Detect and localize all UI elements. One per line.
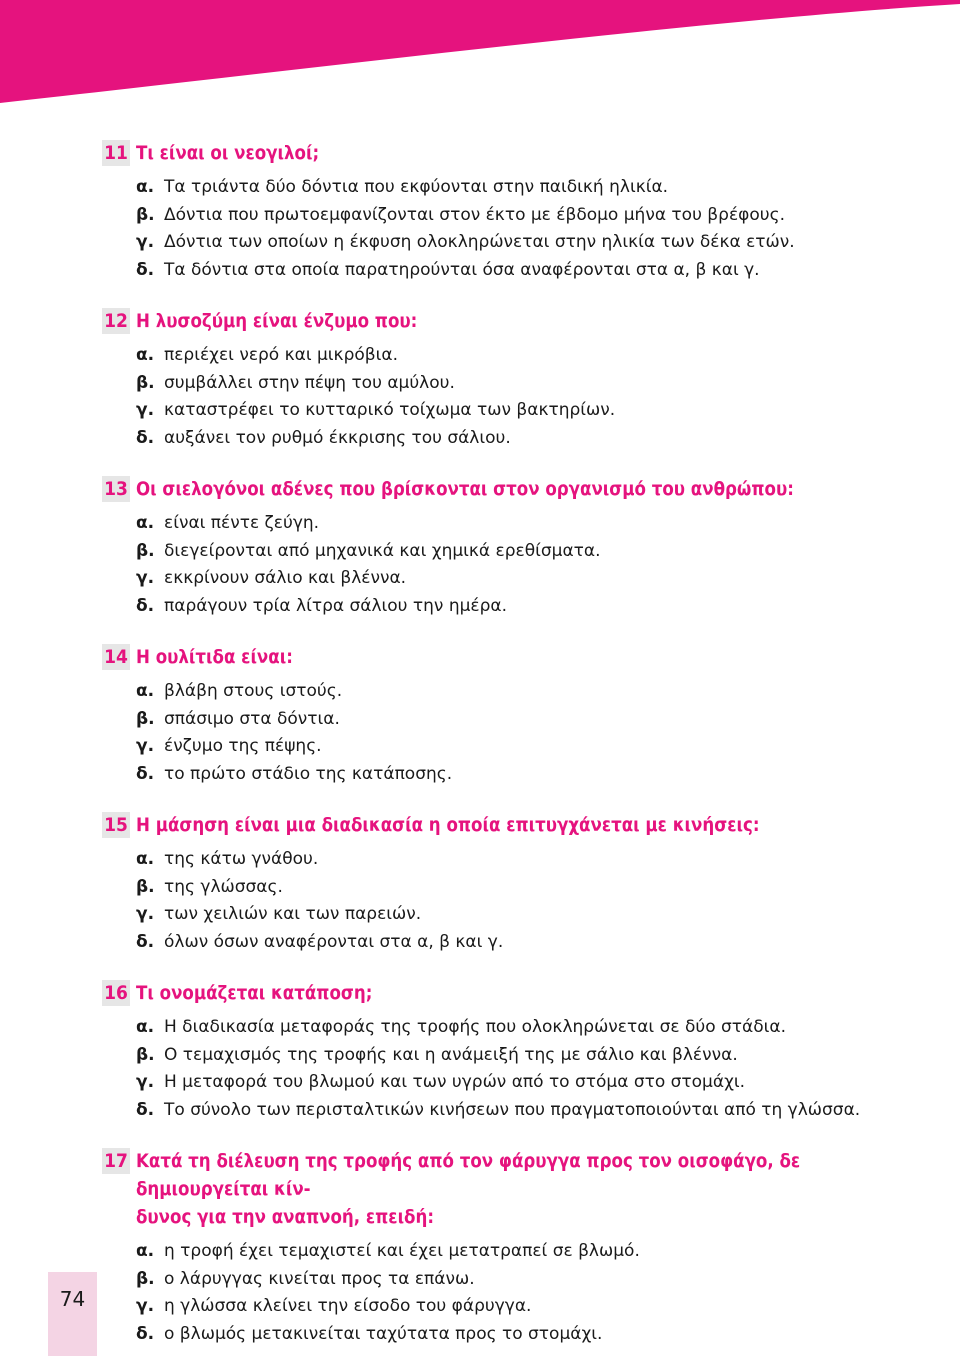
option-text: της κάτω γνάθου.: [164, 849, 319, 869]
option-letter: α.: [136, 177, 155, 197]
option: [102, 761, 902, 789]
option: [102, 202, 902, 230]
question-title: Η μάσηση είναι μια διαδικασία η οποία επιτυγχάνεται με κινήσεις:: [136, 815, 760, 836]
option: [102, 1014, 902, 1042]
question-13: [102, 476, 902, 620]
question-11: [102, 140, 902, 284]
option: [102, 538, 902, 566]
option-letter: γ.: [136, 904, 155, 924]
option-letter: β.: [136, 204, 155, 225]
option-text: Δόντια που πρωτοεμφανίζονται στον έκτο με έβδομο μήνα του βρέφους.: [164, 204, 785, 225]
option-text: Το σύνολο των περισταλτικών κινήσεων που πραγματοποιούνται από τη γλώσσα.: [164, 1099, 861, 1120]
option-text: της γλώσσας.: [164, 876, 283, 897]
option-letter: β.: [136, 372, 155, 393]
option-text: περιέχει νερό και μικρόβια.: [164, 345, 398, 365]
option-letter: γ.: [136, 1296, 155, 1316]
question-title: [136, 1148, 902, 1232]
option: [102, 1266, 902, 1294]
question-title: Οι σιελογόνοι αδένες που βρίσκονται στον οργανισμό του ανθρώπου:: [136, 479, 794, 500]
option-letter: β.: [136, 540, 155, 561]
option-letter: γ.: [136, 1072, 155, 1092]
option-letter: γ.: [136, 568, 155, 588]
option-text: συμβάλλει στην πέψη του αμύλου.: [164, 372, 455, 393]
option-text: Δόντια των οποίων η έκφυση ολοκληρώνεται στην ηλικία των δέκα ετών.: [164, 232, 795, 252]
question-title-line-1: Κατά τη διέλευση της τροφής από τον φάρυγγα προς τον οισοφάγο, δε δημιουργείται κίν-: [136, 1151, 801, 1200]
option: [102, 929, 902, 957]
option: [102, 1238, 902, 1266]
option: [102, 1097, 902, 1125]
question-14: [102, 644, 902, 788]
header-banner: [0, 0, 960, 110]
option-letter: α.: [136, 849, 155, 869]
question-17: [102, 1148, 902, 1348]
option-text: παράγουν τρία λίτρα σάλιου την ημέρα.: [164, 595, 507, 616]
option: [102, 510, 902, 538]
question-title: Η λυσοζύμη είναι ένζυμο που:: [136, 311, 418, 332]
question-title-line-2: δυνος για την αναπνοή, επειδή:: [136, 1207, 435, 1228]
option-text: σπάσιμο στα δόντια.: [164, 708, 340, 729]
question-12: [102, 308, 902, 452]
option: [102, 678, 902, 706]
option-letter: δ.: [136, 595, 155, 616]
option: [102, 257, 902, 285]
option-letter: δ.: [136, 427, 155, 448]
option: [102, 846, 902, 874]
option-text: Ο τεμαχισμός της τροφής και η ανάμειξή της με σάλιο και βλέννα.: [164, 1044, 738, 1065]
option: [102, 397, 902, 425]
option: [102, 733, 902, 761]
option: [102, 1042, 902, 1070]
option-letter: γ.: [136, 400, 155, 420]
question-title: Τι είναι οι νεογιλοί;: [136, 143, 320, 164]
option: [102, 229, 902, 257]
option: [102, 370, 902, 398]
option: [102, 1293, 902, 1321]
option-text: καταστρέφει το κυτταρικό τοίχωμα των βακτηρίων.: [164, 400, 616, 420]
question-number: 17: [102, 1148, 130, 1174]
option-letter: δ.: [136, 1099, 155, 1120]
option-letter: β.: [136, 1268, 155, 1289]
option-text: Τα δόντια στα οποία παρατηρούνται όσα αναφέρονται στα α, β και γ.: [164, 259, 760, 280]
option-letter: α.: [136, 681, 155, 701]
option-letter: β.: [136, 708, 155, 729]
option-text: ένζυμο της πέψης.: [164, 736, 322, 756]
option-text: είναι πέντε ζεύγη.: [164, 513, 320, 533]
option: [102, 425, 902, 453]
option-letter: δ.: [136, 1323, 155, 1344]
question-15: [102, 812, 902, 956]
option: [102, 1321, 902, 1349]
question-title: Η ουλίτιδα είναι:: [136, 647, 293, 668]
option-letter: γ.: [136, 232, 155, 252]
option-letter: β.: [136, 1044, 155, 1065]
option-text: Η διαδικασία μεταφοράς της τροφής που ολοκληρώνεται σε δύο στάδια.: [164, 1017, 786, 1037]
question-number: 11: [102, 140, 130, 166]
option-letter: α.: [136, 345, 155, 365]
option-text: όλων όσων αναφέρονται στα α, β και γ.: [164, 931, 504, 952]
option-text: εκκρίνουν σάλιο και βλέννα.: [164, 568, 407, 588]
option-letter: α.: [136, 513, 155, 533]
option-text: η τροφή έχει τεμαχιστεί και έχει μετατραπεί σε βλωμό.: [164, 1241, 640, 1261]
option-text: αυξάνει τον ρυθμό έκκρισης του σάλιου.: [164, 427, 511, 448]
option: [102, 565, 902, 593]
option: [102, 706, 902, 734]
option-letter: δ.: [136, 763, 155, 784]
option-text: Η μεταφορά του βλωμού και των υγρών από το στόμα στο στομάχι.: [164, 1072, 746, 1092]
question-number: 14: [102, 644, 130, 670]
page-number: 74: [48, 1272, 97, 1356]
option-text: η γλώσσα κλείνει την είσοδο του φάρυγγα.: [164, 1296, 532, 1316]
option: [102, 174, 902, 202]
question-number: 13: [102, 476, 130, 502]
quiz-content: [102, 140, 902, 1372]
option-text: διεγείρονται από μηχανικά και χημικά ερεθίσματα.: [164, 540, 601, 561]
option-letter: γ.: [136, 736, 155, 756]
option-letter: β.: [136, 876, 155, 897]
option: [102, 901, 902, 929]
option-letter: α.: [136, 1241, 155, 1261]
question-16: [102, 980, 902, 1124]
option-text: ο λάρυγγας κινείται προς τα επάνω.: [164, 1268, 475, 1289]
option-text: των χειλιών και των παρειών.: [164, 904, 422, 924]
question-title: Τι ονομάζεται κατάποση;: [136, 983, 373, 1004]
question-number: 12: [102, 308, 130, 334]
question-number: 16: [102, 980, 130, 1006]
option-text: ο βλωμός μετακινείται ταχύτατα προς το στομάχι.: [164, 1323, 603, 1344]
option-text: το πρώτο στάδιο της κατάποσης.: [164, 763, 453, 784]
option-text: βλάβη στους ιστούς.: [164, 681, 343, 701]
option: [102, 342, 902, 370]
option: [102, 1069, 902, 1097]
option-letter: α.: [136, 1017, 155, 1037]
option: [102, 874, 902, 902]
question-number: 15: [102, 812, 130, 838]
option-letter: δ.: [136, 259, 155, 280]
option-letter: δ.: [136, 931, 155, 952]
option-text: Τα τριάντα δύο δόντια που εκφύονται στην παιδική ηλικία.: [164, 177, 669, 197]
option: [102, 593, 902, 621]
